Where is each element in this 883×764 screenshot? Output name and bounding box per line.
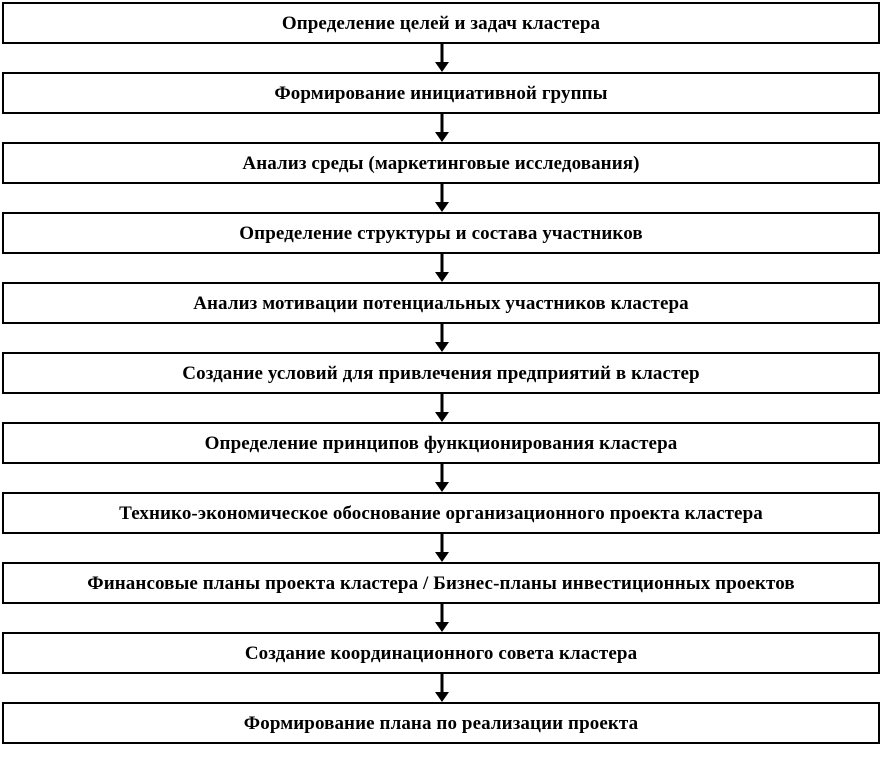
flow-step-2: [2, 72, 880, 114]
flow-step-11: [2, 702, 880, 744]
down-arrow-icon: [435, 62, 449, 72]
flow-step-1: [2, 2, 880, 44]
down-arrow-icon: [435, 132, 449, 142]
arrow-line: [440, 44, 443, 64]
flow-connector-arrow: [2, 464, 881, 492]
flow-connector-arrow: [2, 44, 881, 72]
flow-step-5: [2, 282, 880, 324]
flow-step-7: [2, 422, 880, 464]
flow-step-label: Создание координационного совета кластера: [244, 642, 638, 664]
down-arrow-icon: [435, 482, 449, 492]
arrow-line: [440, 604, 443, 624]
flow-step-label: Анализ мотивации потенциальных участников кластера: [193, 292, 689, 314]
flow-step-label: Определение целей и задач кластера: [281, 12, 601, 34]
flow-connector-arrow: [2, 254, 881, 282]
down-arrow-icon: [435, 272, 449, 282]
arrow-line: [440, 464, 443, 484]
down-arrow-icon: [435, 622, 449, 632]
down-arrow-icon: [435, 552, 449, 562]
arrow-line: [440, 114, 443, 134]
flow-connector-arrow: [2, 394, 881, 422]
down-arrow-icon: [435, 692, 449, 702]
down-arrow-icon: [435, 342, 449, 352]
flow-step-3: [2, 142, 880, 184]
flow-step-label: Формирование плана по реализации проекта: [243, 712, 639, 734]
flow-connector-arrow: [2, 534, 881, 562]
flow-step-label: Формирование инициативной группы: [274, 82, 608, 104]
flow-step-9: [2, 562, 880, 604]
flow-step-6: [2, 352, 880, 394]
arrow-line: [440, 254, 443, 274]
arrow-line: [440, 534, 443, 554]
flow-step-label: Создание условий для привлечения предприятий в кластер: [182, 362, 700, 384]
flow-connector-arrow: [2, 674, 881, 702]
arrow-line: [440, 184, 443, 204]
flow-step-10: [2, 632, 880, 674]
flow-step-8: [2, 492, 880, 534]
flow-step-label: Технико-экономическое обоснование организационного проекта кластера: [119, 502, 763, 524]
down-arrow-icon: [435, 412, 449, 422]
flow-step-label: Определение принципов функционирования кластера: [204, 432, 678, 454]
flow-step-label: Финансовые планы проекта кластера / Бизнес-планы инвестиционных проектов: [87, 572, 795, 594]
flow-step-label: Определение структуры и состава участников: [239, 222, 643, 244]
flow-connector-arrow: [2, 604, 881, 632]
flow-step-4: [2, 212, 880, 254]
arrow-line: [440, 394, 443, 414]
flow-connector-arrow: [2, 114, 881, 142]
arrow-line: [440, 324, 443, 344]
flow-step-label: Анализ среды (маркетинговые исследования): [242, 152, 640, 174]
flow-connector-arrow: [2, 324, 881, 352]
arrow-line: [440, 674, 443, 694]
flow-connector-arrow: [2, 184, 881, 212]
down-arrow-icon: [435, 202, 449, 212]
